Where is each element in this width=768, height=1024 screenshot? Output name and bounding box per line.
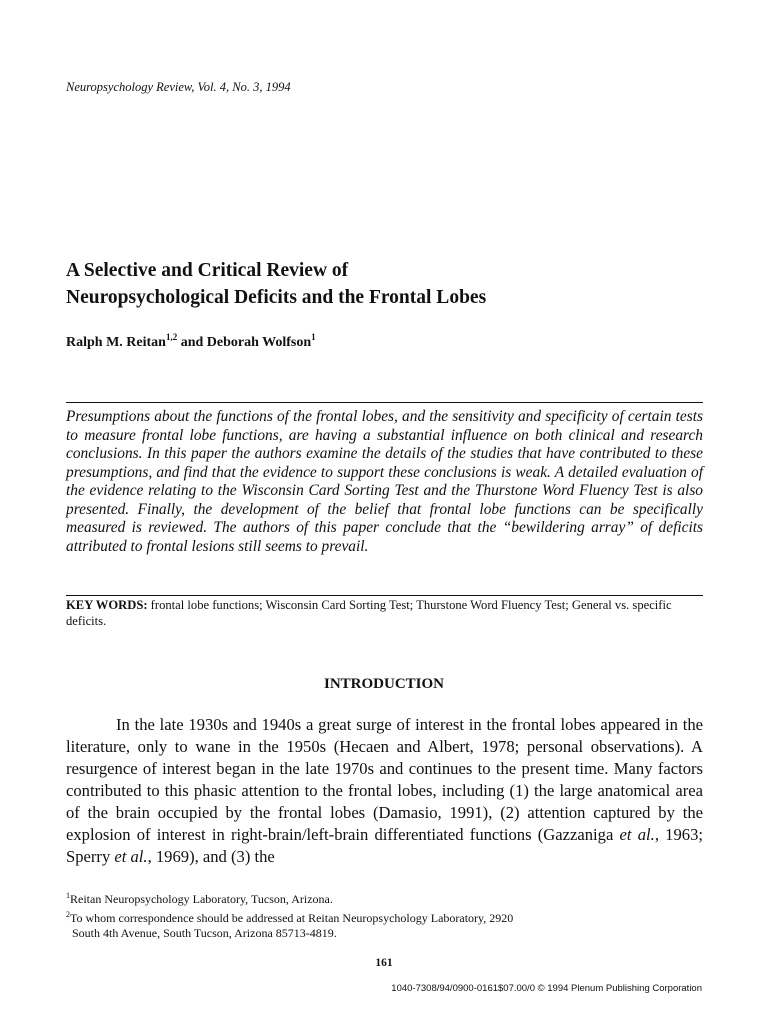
- author-name: Ralph M. Reitan: [66, 335, 166, 350]
- footnote-1: [66, 888, 706, 907]
- title-line-2: Neuropsychological Deficits and the Frontal Lobes: [66, 287, 487, 308]
- introduction-paragraph: [66, 714, 703, 868]
- keywords-label: KEY WORDS:: [66, 598, 148, 612]
- citation-etal: et al.: [619, 825, 655, 844]
- page-number: 161: [375, 957, 393, 969]
- paragraph-text: In the late 1930s and 1940s a great surge of interest in the frontal lobes appeared in the literature, only to wane in the 1950s (Hecaen and Albert, 1978; personal observations). A resurgence of interest began in the late 1970s and continues to the present time. Many factors contributed to this phasic attention to the frontal lobes, including (1) the large anatomical area of the brain occupied by the frontal lobes (Damasio, 1991), (2) attention captured by the explosion of interest in right-brain/left-brain differentiated functions (Gazzaniga: [66, 715, 703, 844]
- author-affiliation-marker: 1: [311, 332, 316, 342]
- footnote-text: Reitan Neuropsychology Laboratory, Tucson, Arizona.: [70, 892, 333, 906]
- author-affiliation-marker: 1,2: [165, 332, 178, 342]
- article-title: [66, 257, 486, 311]
- journal-citation: Neuropsychology Review, Vol. 4, No. 3, 1994: [66, 80, 291, 94]
- copyright-line: 1040-7308/94/0900-0161$07.00/0 © 1994 Plenum Publishing Corporation: [391, 983, 702, 994]
- keywords-text: frontal lobe functions; Wisconsin Card Sorting Test; Thurstone Word Fluency Test; General vs. specific deficits.: [66, 598, 672, 628]
- abstract: Presumptions about the functions of the frontal lobes, and the sensitivity and specificity of certain tests to measure frontal lobe functions, are having a substantial influence on both clinical and research conclusions. In this paper the authors examine the details of the studies that have contributed to these presumptions, and find that the evidence to support these conclusions is weak. A detailed evaluation of the evidence relating to the Wisconsin Card Sorting Test and the Thurstone Word Fluency Test is also presented. Finally, the development of the belief that frontal lobe functions can be specifically measured is reviewed. The authors of this paper conclude that the “bewildering array” of deficits attributed to frontal lesions still seems to prevail.: [66, 408, 703, 555]
- footnote-marker: 2: [66, 910, 70, 919]
- abstract-top-rule: [66, 402, 703, 403]
- paragraph-text: , 1963; Sperry: [66, 825, 703, 866]
- paragraph-text: , 1969), and (3) the: [147, 847, 275, 866]
- author-conjunction: and: [177, 335, 207, 350]
- footnote-text: To whom correspondence should be addressed at Reitan Neuropsychology Laboratory, 2920: [70, 911, 514, 925]
- citation-etal: et al.: [114, 847, 148, 866]
- footnote-2-continuation: South 4th Avenue, South Tucson, Arizona 85713-4819.: [72, 926, 337, 940]
- title-line-1: A Selective and Critical Review of: [66, 260, 349, 281]
- footnote-2: [66, 907, 706, 926]
- section-heading: INTRODUCTION: [323, 676, 444, 692]
- keywords-rule: [66, 595, 703, 596]
- author-name: Deborah Wolfson: [206, 335, 312, 350]
- footnote-marker: 1: [66, 891, 70, 900]
- author-list: [66, 332, 316, 351]
- keywords: [66, 598, 703, 629]
- footnotes: [66, 888, 706, 941]
